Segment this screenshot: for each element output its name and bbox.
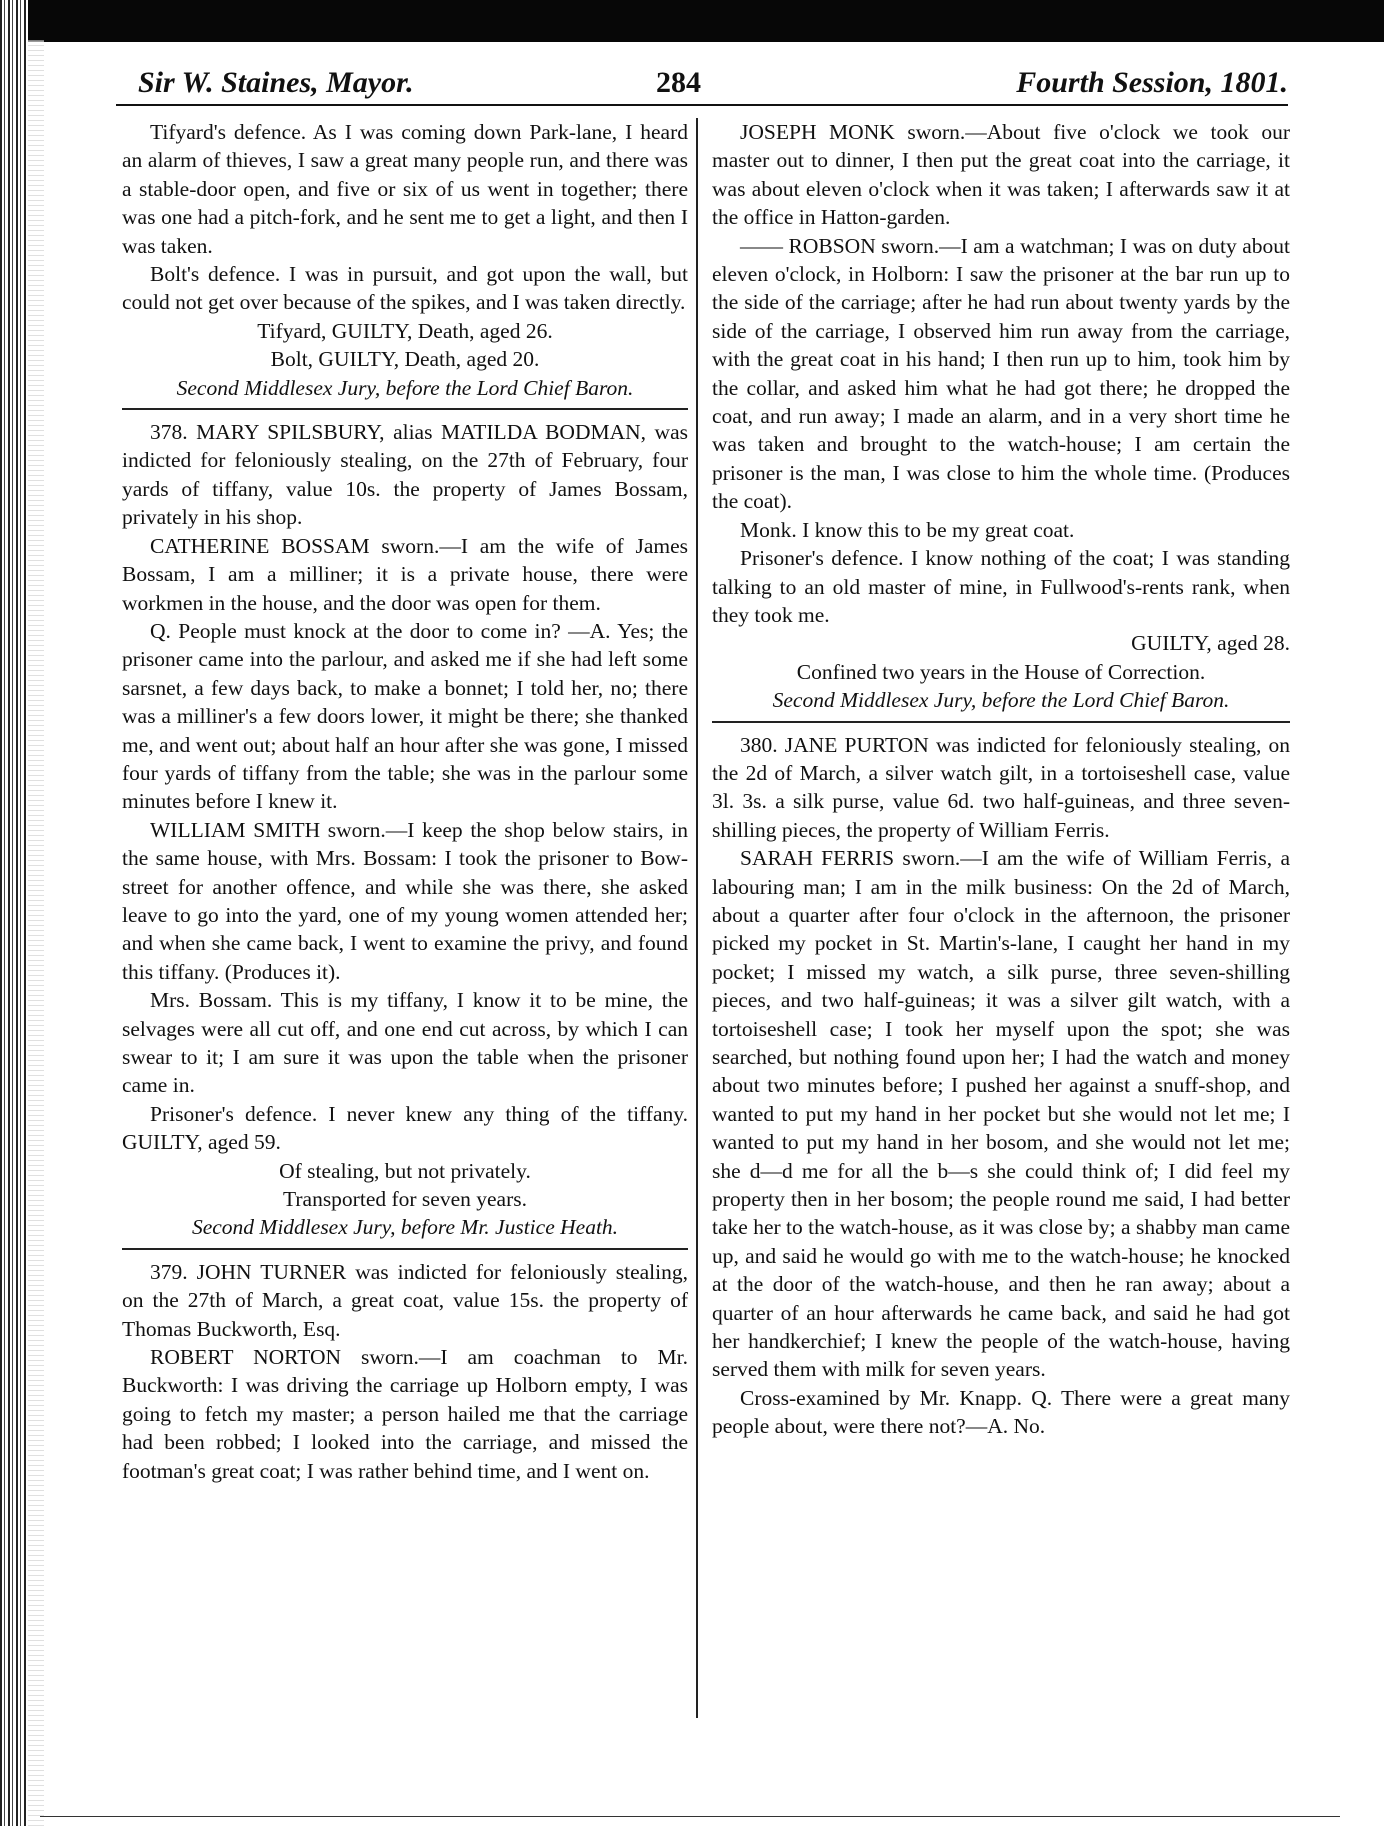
tifyard-defence: Tifyard's defence. As I was coming down Park-lane, I heard an alarm of thieves, I saw a great many people run, and there was a stable-door open, and five or six of us went in together; there was one had a pitch-fork, and he sent me to get a light, and then I was taken. xyxy=(122,120,688,258)
testimony-sarah-ferris: SARAH FERRIS sworn.—I am the wife of William Ferris, a labouring man; I am in the milk business: On the 2d of March, about a quarter after four o'clock in the afternoon, the prisoner picked my pocket in St. Martin's-lane, I caught her hand in my pocket; I missed my watch, a silk purse, three seven-shilling pieces, and two half-guineas; it was a silver gilt watch, with a tortoiseshell case; I took her myself upon the spot; she was searched, but nothing found upon her; I had the watch and money about two minutes before; I pushed her against a snuff-shop, and wanted to put my hand in her pocket but she would not let me; I wanted to put my hand in her bosom, and she would not let me; she d—d me for all the b—s she could think of; I did feel my property then in her bosom; the people round me said, I had better take her to the watch-house, as it was close by; a shabby man came up, and said he would go with me to the watch-house; he knocked at the door of the watch-house, and then he ran away; about a quarter of an hour afterwards he came back, and said he had got her handkerchief; I knew the people of the watch-house, having served them with milk for seven years. xyxy=(712,846,1290,1382)
verdict-note: Of stealing, but not privately. xyxy=(279,1158,531,1183)
prisoner-defence: Prisoner's defence. I never knew any thing of the tiffany. GUILTY, aged 59. xyxy=(122,1101,688,1155)
question-answer: Q. People must knock at the door to come in? —A. Yes; the prisoner came into the parlour, and asked me if she had left some sarsnet, a few days back, to make a bonnet; I told her, no; there was a milliner's a few doors lower, it might be there; she thanked me, and went out; about half an hour after she was gone, I missed four yards of tiffany from the table; she was in the parlour some minutes before I knew it. xyxy=(122,618,688,814)
cross-examination: Cross-examined by Mr. Knapp. Q. There were a great many people about, were there not?—A. No. xyxy=(712,1385,1290,1439)
scan-left-border xyxy=(0,0,28,1826)
testimony-william-smith: WILLIAM SMITH sworn.—I keep the shop below stairs, in the same house, with Mrs. Bossam: I took the prisoner to Bow-street for another offence, and while she was there, she asked leave to go into the yard, one of my young women attended her; and when she came back, I went to examine the privy, and found this tiffany. (Produces it). xyxy=(122,817,688,984)
case-380-heading: 380. JANE PURTON was indicted for feloniously stealing, on the 2d of March, a silver watch gilt, in a tortoiseshell case, value 3l. 3s. a silk purse, value 6d. two half-guineas, and three seven-shilling pieces, the property of William Ferris. xyxy=(712,732,1290,842)
header-mayor: Sir W. Staines, Mayor. xyxy=(138,66,414,99)
header-rule xyxy=(116,104,1288,106)
sentence: Confined two years in the House of Correction. xyxy=(796,659,1206,684)
jury-line: Second Middlesex Jury, before the Lord Chief Baron. xyxy=(176,375,634,400)
testimony-robert-norton: ROBERT NORTON sworn.—I am coachman to Mr. Buckworth: I was driving the carriage up Holborn empty, I was going to fetch my master; a person hailed me that the carriage had been robbed; I looked into the carriage, and missed the footman's great coat; I was rather behind time, and I went on. xyxy=(122,1345,688,1483)
sentence: Transported for seven years. xyxy=(282,1187,527,1212)
prisoner-defence: Prisoner's defence. I know nothing of the coat; I was standing talking to an old master of mine, in Fullwood's-rents rank, when they took me. xyxy=(712,546,1290,627)
testimony-mrs-bossam: Mrs. Bossam. This is my tiffany, I know it to be mine, the selvages were all cut off, and one end cut across, by which I can swear to it; I am sure it was upon the table when the prisoner came in. xyxy=(122,988,688,1098)
case-separator xyxy=(122,1248,688,1250)
case-separator xyxy=(122,408,688,410)
jury-line: Second Middlesex Jury, before Mr. Justice Heath. xyxy=(191,1215,619,1240)
right-column xyxy=(712,118,1290,1441)
case-379-heading: 379. JOHN TURNER was indicted for feloniously stealing, on the 27th of March, a great coat, value 15s. the property of Thomas Buckworth, Esq. xyxy=(122,1259,688,1341)
header-session: Fourth Session, 1801. xyxy=(1016,66,1288,99)
case-separator xyxy=(712,721,1290,723)
verdict-tifyard: Tifyard, GUILTY, Death, aged 26. xyxy=(257,318,553,343)
scan-top-border xyxy=(0,0,1396,42)
verdict-bolt: Bolt, GUILTY, Death, aged 20. xyxy=(270,347,540,372)
scan-binding-shadow xyxy=(28,40,44,1826)
testimony-joseph-monk: JOSEPH MONK sworn.—About five o'clock we took our master out to dinner, I then put the great coat into the carriage, it was about eleven o'clock when it was taken; I afterwards saw it at the office in Hatton-garden. xyxy=(712,120,1290,230)
bolt-defence: Bolt's defence. I was in pursuit, and got upon the wall, but could not get over because of the spikes, and I was taken directly. xyxy=(122,262,688,315)
bottom-rule xyxy=(40,1816,1340,1817)
jury-line: Second Middlesex Jury, before the Lord Chief Baron. xyxy=(772,688,1230,713)
left-column xyxy=(122,118,688,1485)
case-378-heading: 378. MARY SPILSBURY, alias MATILDA BODMAN, was indicted for feloniously stealing, on the 27th of February, four yards of tiffany, value 10s. the property of James Bossam, privately in his shop. xyxy=(122,420,688,530)
page-header xyxy=(116,62,1288,106)
testimony-robson: —— ROBSON sworn.—I am a watchman; I was on duty about eleven o'clock, in Holborn: I saw the prisoner at the bar run up to the side of the carriage; after he had run about twenty yards by the side of the carriage, I observed him run away from the carriage, with the great coat in his hand; I then run up to him, took him by the collar, and asked him what he had got there; he dropped the coat, and run away; I made an alarm, and in a very short time he was taken and brought to the watch-house; I am certain the prisoner is the man, I was close to him the whole time. (Produces the coat). xyxy=(712,233,1290,514)
column-divider xyxy=(696,118,698,1718)
testimony-catherine-bossam: CATHERINE BOSSAM sworn.—I am the wife of James Bossam, I am a milliner; it is a private house, there were workmen in the house, and the door was open for them. xyxy=(122,533,688,615)
verdict-turner: GUILTY, aged 28. xyxy=(1131,631,1290,656)
monk-statement: Monk. I know this to be my great coat. xyxy=(740,517,1075,542)
page-number: 284 xyxy=(656,66,701,99)
scan-right-edge xyxy=(1384,0,1396,1826)
